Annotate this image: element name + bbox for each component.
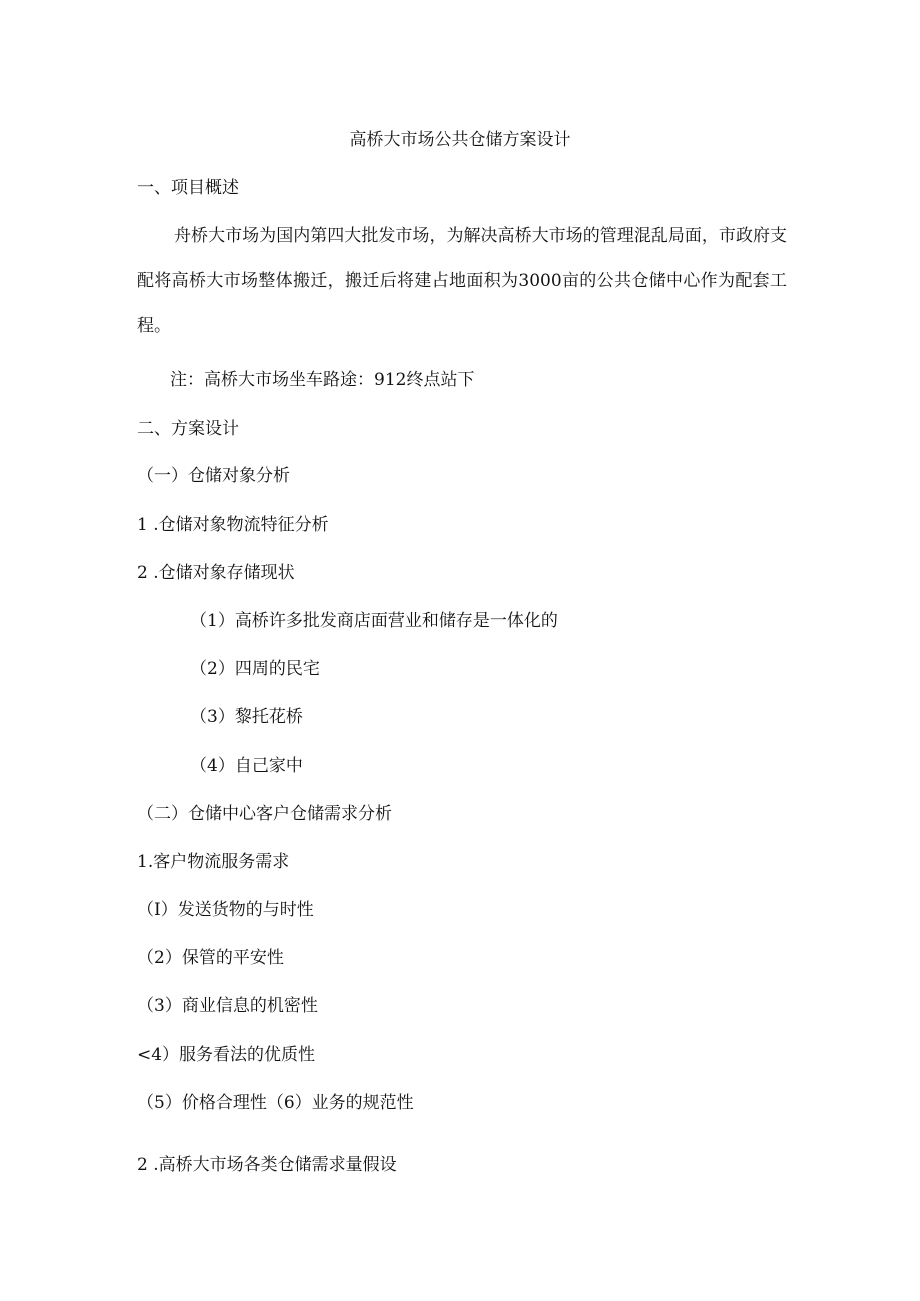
item-logistics-characteristics: 1 .仓储对象物流特征分析	[137, 515, 329, 535]
list-item: （5）价格合理性（6）业务的规范性	[137, 1093, 414, 1113]
item-storage-status: 2 .仓储对象存储现状	[137, 563, 295, 583]
section-heading-overview: 一、项目概述	[137, 178, 239, 198]
list-item: （3）商业信息的机密性	[137, 996, 318, 1016]
list-item: （I）发送货物的与时性	[137, 900, 314, 920]
list-item: （1）高桥许多批发商店面营业和储存是一体化的	[190, 611, 558, 631]
subsection-heading-storage-objects: （一）仓储对象分析	[137, 466, 290, 486]
bus-route-note: 注：高桥大市场坐车路途：912终点站下	[170, 370, 475, 390]
list-item: <4）服务看法的优质性	[137, 1045, 316, 1065]
subsection-heading-customer-demand: （二）仓储中心客户仓储需求分析	[137, 804, 392, 824]
overview-paragraph	[137, 214, 787, 349]
document-title: 高桥大市场公共仓储方案设计	[349, 130, 571, 150]
section-heading-design: 二、方案设计	[137, 419, 239, 439]
item-demand-assumption: 2 .高桥大市场各类仓储需求量假设	[137, 1155, 397, 1175]
list-item: （2）四周的民宅	[190, 659, 320, 679]
list-item: （4）自己家中	[190, 756, 303, 776]
list-item: （2）保管的平安性	[137, 948, 284, 968]
item-service-demand: 1.客户物流服务需求	[137, 852, 290, 872]
overview-paragraph-text: 舟桥大市场为国内第四大批发市场，为解决高桥大市场的管理混乱局面，市政府支配将高桥大市场整体搬迁，搬迁后将建占地面积为3000亩的公共仓储中心作为配套工程。	[137, 226, 787, 336]
list-item: （3）黎托花桥	[190, 707, 303, 727]
